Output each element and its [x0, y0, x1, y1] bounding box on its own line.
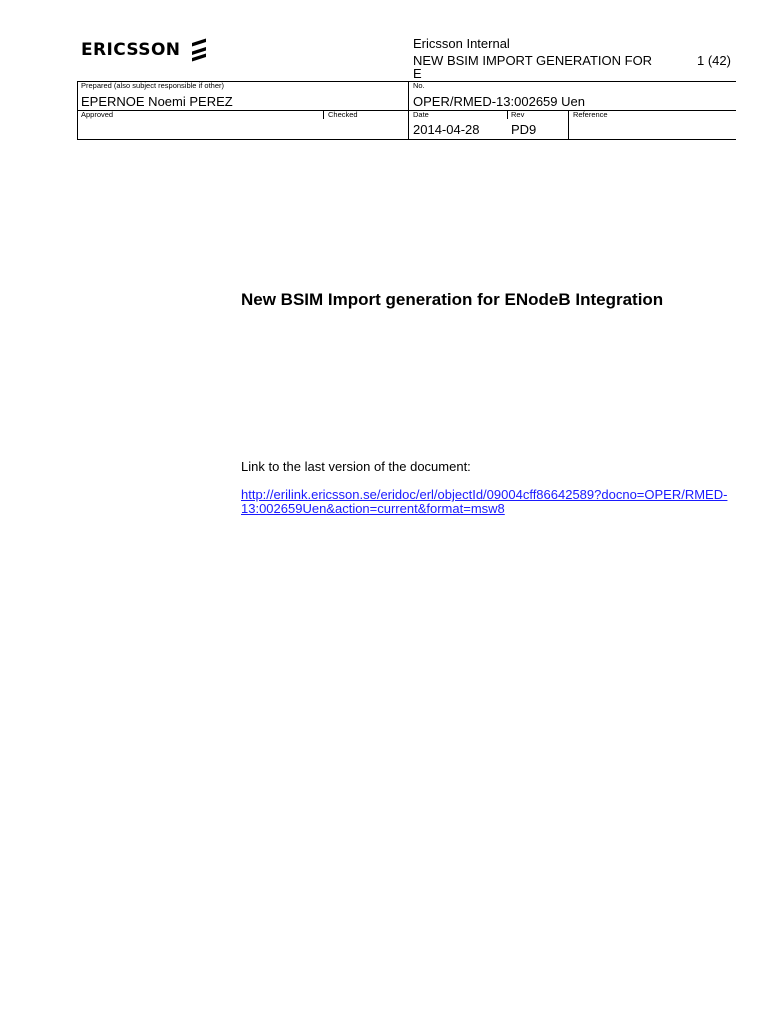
doc-title-line1: NEW BSIM IMPORT GENERATION FOR [413, 53, 653, 68]
ericsson-logo-icon [190, 38, 208, 62]
no-label: No. [413, 81, 425, 90]
rev-label: Rev [511, 110, 525, 119]
date-value: 2014-04-28 [413, 122, 480, 137]
reference-label: Reference [573, 110, 608, 119]
checked-label: Checked [328, 110, 358, 119]
no-value: OPER/RMED-13:002659 Uen [413, 94, 585, 109]
document-link[interactable]: http://erilink.ericsson.se/eridoc/erl/objectId/09004cff86642589?docno=OPER/RMED-13:002659Uen&action=current&format=msw8 [241, 487, 728, 516]
rev-value: PD9 [511, 122, 537, 137]
doc-title-line2: E [413, 66, 422, 81]
approved-label: Approved [81, 110, 114, 119]
date-label: Date [413, 110, 429, 119]
classification: Ericsson Internal [413, 36, 510, 51]
header-table-center-divider [408, 81, 409, 140]
document-title: New BSIM Import generation for ENodeB Integration [241, 290, 664, 309]
prepared-value: EPERNOE Noemi PEREZ [81, 94, 233, 109]
checked-divider [323, 111, 324, 119]
header-table-bottom-border [77, 139, 736, 140]
brand-name: ERICSSON [81, 40, 181, 60]
reference-divider [568, 111, 569, 140]
ericsson-logo [81, 38, 208, 62]
page-indicator: 1 (42) [697, 53, 731, 68]
rev-divider [507, 111, 508, 119]
prepared-label: Prepared (also subject responsible if other) [81, 81, 224, 90]
link-intro-text: Link to the last version of the document: [241, 459, 471, 474]
header-table-left-border [77, 81, 78, 140]
header-table-middle-border [77, 110, 736, 111]
